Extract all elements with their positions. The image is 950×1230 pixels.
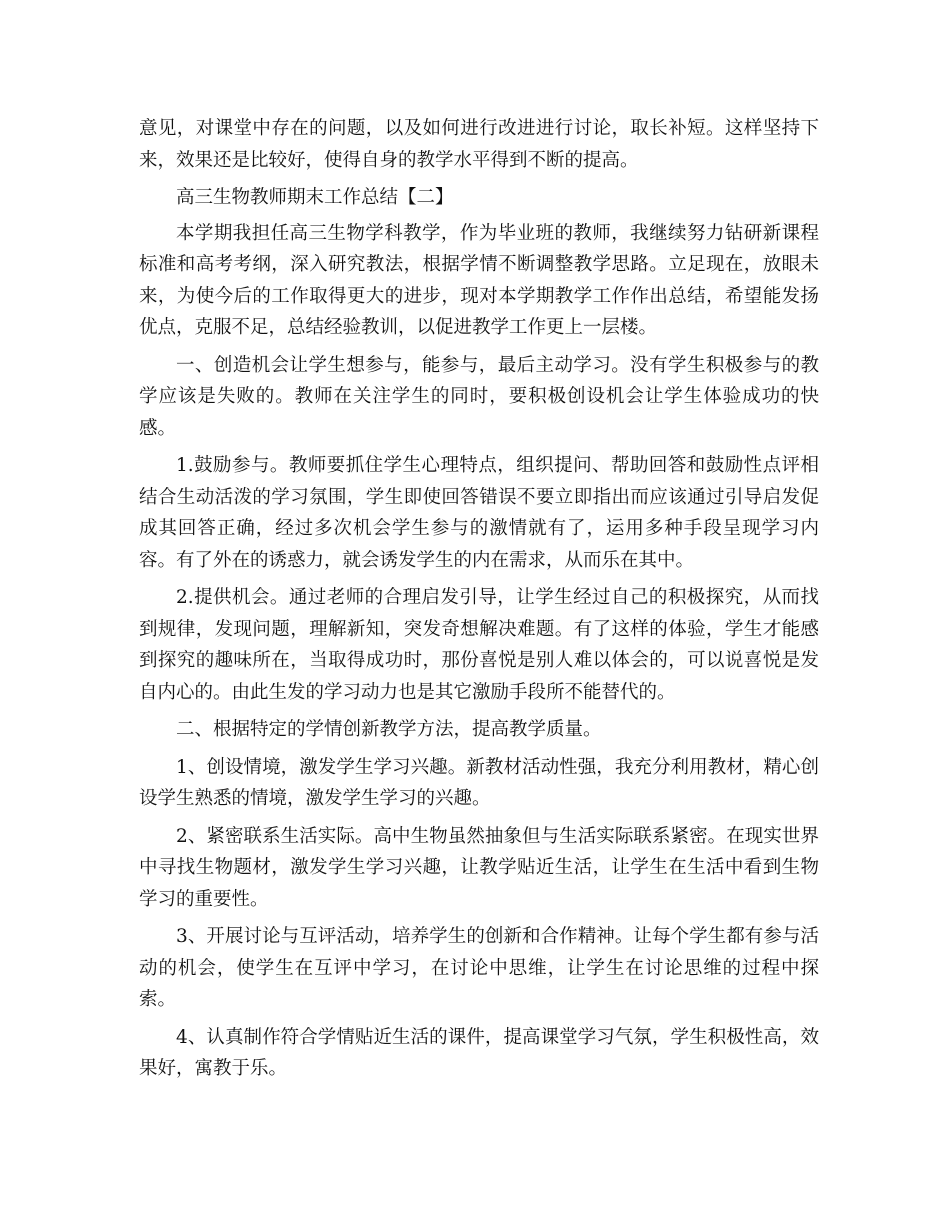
section-heading: 高三生物教师期末工作总结【二】 — [176, 187, 454, 208]
paragraph-encourage-participation: 1.鼓励参与。教师要抓住学生心理特点，组织提问、帮助回答和鼓励性点评相结合生动活泼的学习氛围，学生即使回答错误不要立即指出而应该通过引导启发促成其回答正确，经过多次机会学生参与的激情就有了，运用多种手段呈现学习内容。有了外在的诱惑力，就会诱发学生的内在需求，从而乐在其中。 — [139, 455, 819, 571]
paragraph-courseware: 4、认真制作符合学情贴近生活的课件，提高课堂学习气氛，学生积极性高，效果好，寓教于乐。 — [139, 1026, 819, 1079]
document-body — [139, 113, 819, 1091]
paragraph-point-one: 一、创造机会让学生想参与，能参与，最后主动学习。没有学生积极参与的教学应该是失败的。教师在关注学生的同时，要积极创设机会让学生体验成功的快感。 — [139, 354, 819, 439]
paragraph-create-situation: 1、创设情境，激发学生学习兴趣。新教材活动性强，我充分利用教材，精心创设学生熟悉的情境，激发学生学习的兴趣。 — [139, 756, 819, 809]
paragraph-continuation: 意见，对课堂中存在的问题，以及如何进行改进进行讨论，取长补短。这样坚持下来，效果还是比较好，使得自身的教学水平得到不断的提高。 — [139, 118, 819, 171]
paragraph-discussion: 3、开展讨论与互评活动，培养学生的创新和合作精神。让每个学生都有参与活动的机会，使学生在互评中学习，在讨论中思维，让学生在讨论思维的过程中探索。 — [139, 926, 819, 1010]
paragraph-intro: 本学期我担任高三生物学科教学，作为毕业班的教师，我继续努力钻研新课程标准和高考考纲，深入研究教法，根据学情不断调整教学思路。立足现在，放眼未来，为使今后的工作取得更大的进步，现对本学期教学工作作出总结，希望能发扬优点，克服不足，总结经验教训，以促进教学工作更上一层楼。 — [139, 222, 819, 338]
paragraph-point-two: 二、根据特定的学情创新教学方法，提高教学质量。 — [176, 719, 602, 740]
paragraph-provide-opportunity: 2.提供机会。通过老师的合理启发引导，让学生经过自己的积极探究，从而找到规律，发现问题，理解新知，突发奇想解决难题。有了这样的体验，学生才能感到探究的趣味所在，当取得成功时，那份喜悦是别人难以体会的，可以说喜悦是发自内心的。由此生发的学习动力也是其它激励手段所不能替代的。 — [139, 587, 819, 703]
paragraph-connect-life: 2、紧密联系生活实际。高中生物虽然抽象但与生活实际联系紧密。在现实世界中寻找生物题材，激发学生学习兴趣，让教学贴近生活，让学生在生活中看到生物学习的重要性。 — [139, 825, 819, 910]
